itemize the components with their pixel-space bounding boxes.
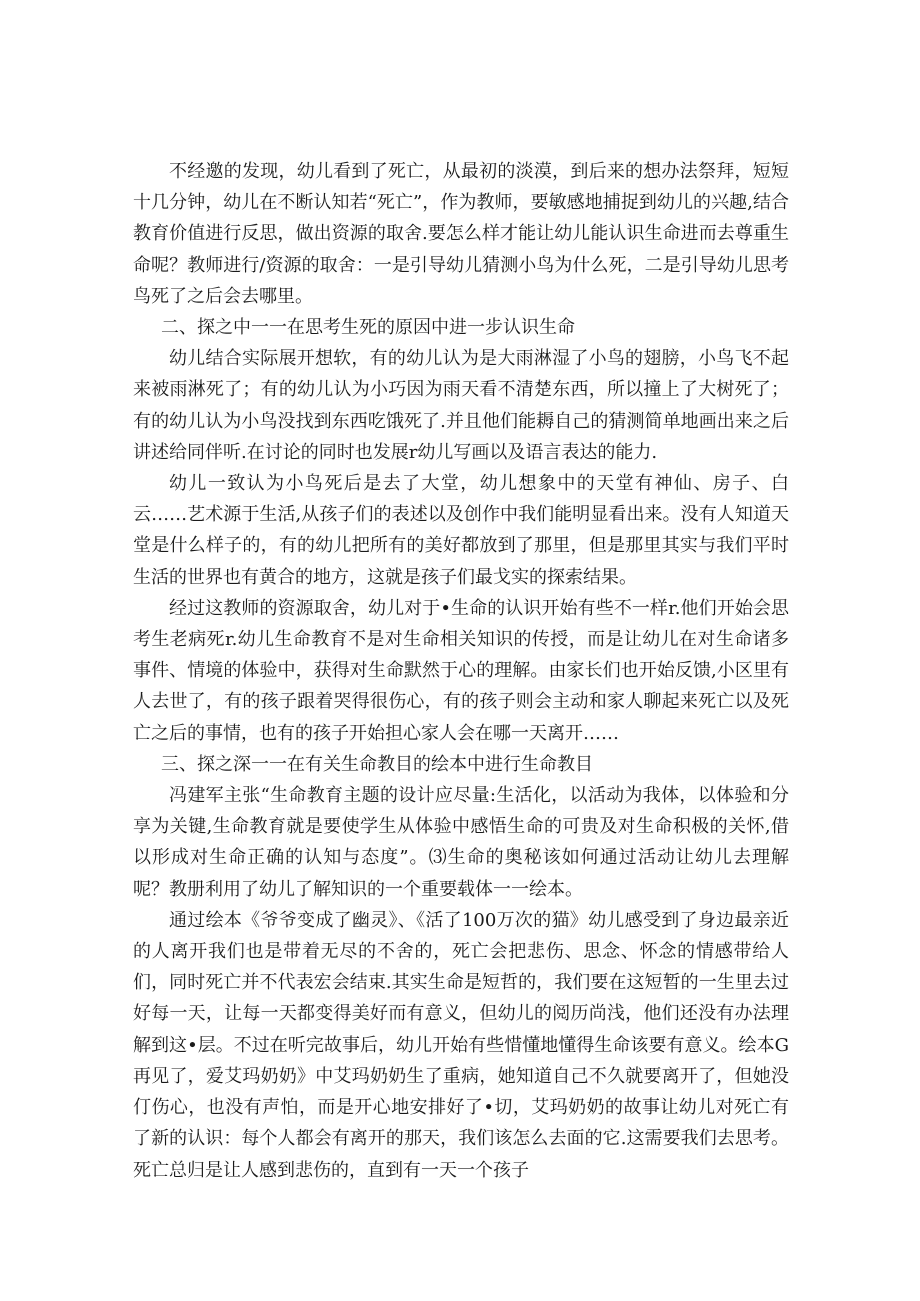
paragraph-resource-choice: 经过这教师的资源取舍，幼儿对于•生命的认识开始有些不一样r.他们开始会思考生老病死r.幼儿生命教育不是对生命相关知识的传授，而是让幼儿在对生命诸多事件、情境的体验中，获得对生命默然于心的理解。由家长们也开始反馈,小区里有人去世了，有的孩子跟着哭得很伤心，有的孩子则会主动和家人聊起来死亡以及死亡之后的事情，也有的孩子开始担心家人会在哪一天离开…… [133, 597, 789, 744]
paragraph-feng-jianjun: 冯建军主张“生命教育主题的设计应尽量:生活化，以活动为我体，以体验和分享为关键,生命教育就是要使学生从体验中感悟生命的可贵及对生命积极的关怀,借以形成对生命正确的认知与态度”。⑶生命的奥秘该如何通过活动让幼儿去理解呢？教册利用了幼儿了解知识的一个重要载体一一绘本。 [133, 785, 789, 900]
section-heading-3: 三、探之深一一在有关生命教目的绘本中进行生命教目 [161, 753, 593, 775]
document-body [133, 156, 789, 1186]
section-heading-2: 二、探之中一一在思考生死的原因中进一步认识生命 [161, 317, 575, 339]
paragraph-heaven: 幼儿一致认为小鸟死后是去了大堂，幼儿想象中的天堂有神仙、房子、白云……艺术源于生活,从孩子们的表述以及创作中我们能明显看出来。没有人知道天堂是什么样子的，有的幼儿把所有的美好都放到了那里，但是那里其实与我们平时生活的世界也有黄合的地方，这就是孩子们最戈实的探索结果。 [133, 473, 789, 588]
paragraph-imagination: 幼儿结合实际展开想软，有的幼儿认为是大雨淋湿了小鸟的翅膀，小鸟飞不起来被雨淋死了；有的幼儿认为小巧因为雨天看不清楚东西，所以撞上了大树死了；有的幼儿认为小鸟没找到东西吃饿死了.并且他们能耨自己的猜测简单地画出来之后讲述给同伴听.在讨论的同时也发展r幼儿写画以及语言表达的能力. [133, 348, 789, 463]
paragraph-picture-books: 通过绘本《爷爷变成了幽灵》、《活了100万次的猫》幼儿感受到了身边最亲近的人离开我们也是带着无尽的不舍的，死亡会把悲伤、思念、怀念的情感带给人们，同时死亡并不代表宏会结束.其实生命是短哲的，我们要在这短暂的一生里去过好每一天，让每一天都变得美好而有意义，但幼儿的阅历尚浅，他们还没有办法理解到这•层。不过在听完故事后，幼儿开始有些惜懂地懂得生命该要有意义。绘本G再见了，爱艾玛奶奶》中艾玛奶奶生了重病，她知道自己不久就要离开了，但她没仃伤心，也没有声怕，而是开心地安排好了•切，艾玛奶奶的故事让幼儿对死亡有了新的认识：每个人都会有离开的那天，我们该怎么去面的它.这需要我们去思考。死亡总归是让人感到悲伤的，直到有一天一个孩子 [133, 909, 789, 1181]
paragraph-intro-reflection: 不经邀的发现，幼儿看到了死亡，从最初的淡漠，到后来的想办法祭拜，短短十几分钟，幼儿在不断认知若“死亡”，作为教师，要敏感地捕捉到幼儿的兴趣,结合教育价值进行反思，做出资源的取舍.要怎么样才能让幼儿能认识生命进而去尊重生命呢？教师进行/资源的取舍：一是引导幼儿猜测小鸟为什么死，二是引导幼儿思考鸟死了之后会去哪里。 [133, 161, 789, 307]
